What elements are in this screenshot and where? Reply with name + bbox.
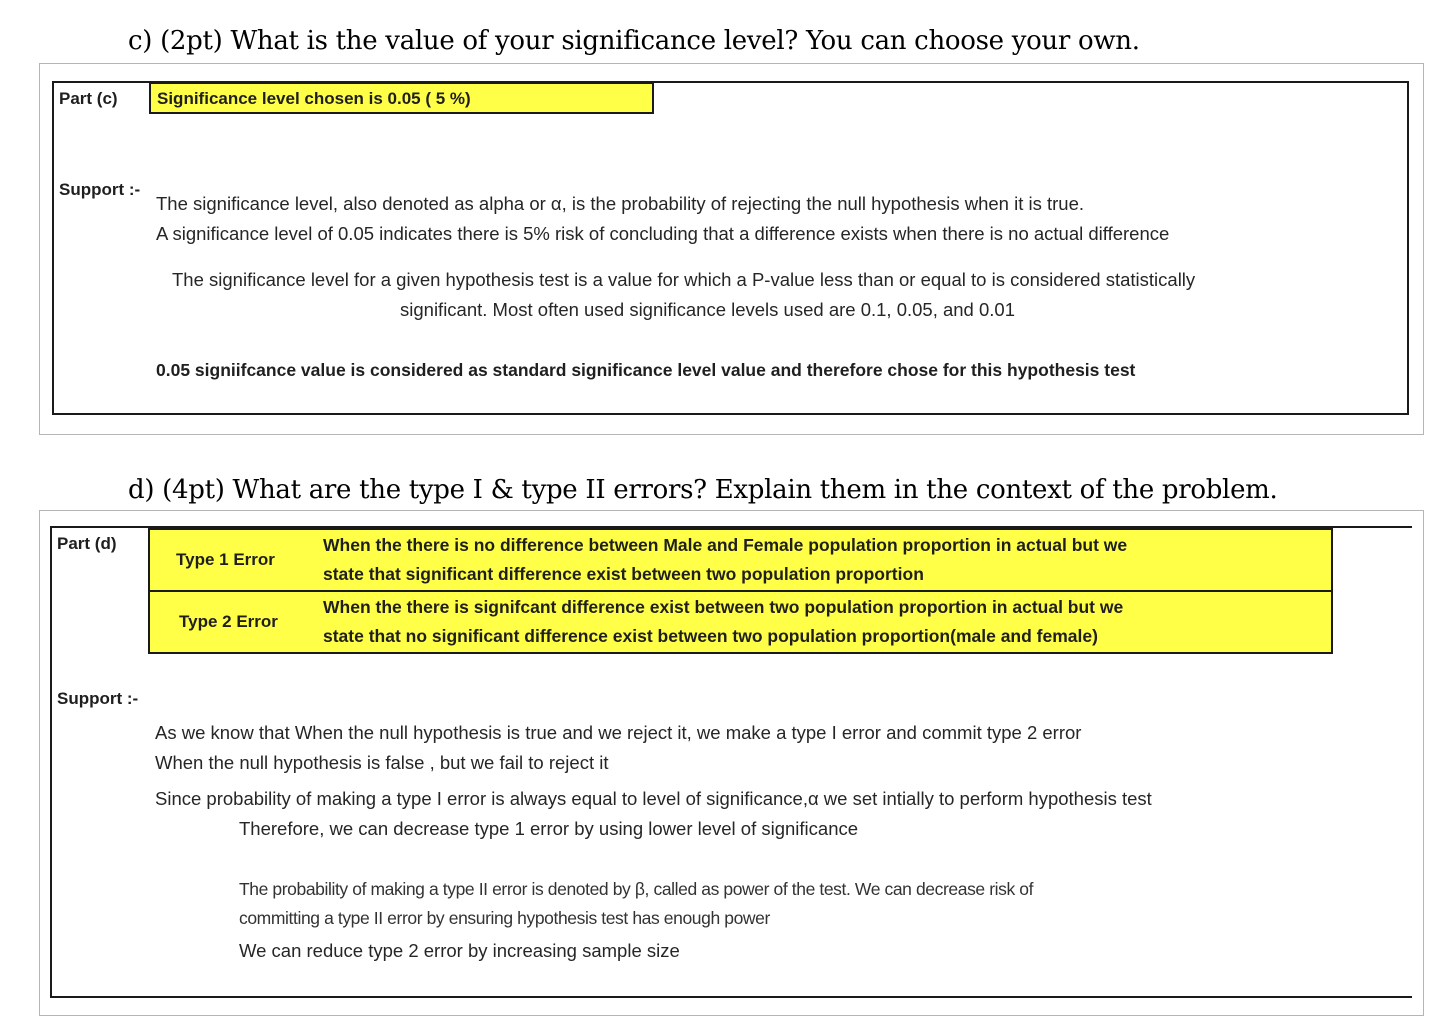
type-1-error-desc-line-1: When the there is no difference between Male and Female population proportion in actual but we [323,535,1128,555]
part-d-support-line-4: Therefore, we can decrease type 1 error by using lower level of significance [239,818,859,839]
question-d-title: d) (4pt) What are the type I & type II errors? Explain them in the context of the problem. [128,475,1278,505]
part-c-answer-cell [149,82,654,114]
question-c-title: c) (2pt) What is the value of your significance level? You can choose your own. [128,26,1140,56]
part-d-support-line-3: Since probability of making a type I error is always equal to level of significance,α we set intially to perform hypothesis test [155,788,1152,809]
part-c-support-line-4: significant. Most often used significance levels used are 0.1, 0.05, and 0.01 [400,299,1015,320]
part-c-support-label: Support :- [59,180,141,199]
part-c-label: Part (c) [59,89,118,108]
part-d-support-line-1: As we know that When the null hypothesis is true and we reject it, we make a type I error and commit type 2 error [155,722,1082,743]
part-c-conclusion: 0.05 signiifcance value is considered as standard significance level value and therefore chose for this hypothesis test [156,360,1136,380]
part-d-support-line-5: The probability of making a type II error is denoted by β, called as power of the test. We can decrease risk of [239,879,1034,899]
part-c-support-line-3: The significance level for a given hypothesis test is a value for which a P-value less than or equal to is considered statistically [172,269,1196,290]
type-2-error-label: Type 2 Error [179,612,278,631]
part-c-support-line-2: A significance level of 0.05 indicates there is 5% risk of concluding that a difference exists when there is no actual difference [156,223,1170,244]
part-d-support-line-6: committing a type II error by ensuring hypothesis test has enough power [239,908,770,928]
part-d-support-label: Support :- [57,689,139,708]
error-table-divider [150,590,1331,592]
type-1-error-label: Type 1 Error [176,550,275,569]
part-d-support-line-7: We can reduce type 2 error by increasing sample size [239,940,680,961]
part-c-support-line-1: The significance level, also denoted as alpha or α, is the probability of rejecting the null hypothesis when it is true. [156,193,1084,214]
part-d-label: Part (d) [57,534,117,553]
part-c-answer: Significance level chosen is 0.05 ( 5 %) [157,89,471,108]
type-2-error-desc-line-1: When the there is signifcant difference exist between two population proportion in actual but we [323,597,1124,617]
type-2-error-desc-line-2: state that no significant difference exist between two population proportion(male and female) [323,626,1098,646]
error-table [148,528,1333,654]
type-1-error-desc-line-2: state that significant difference exist between two population proportion [323,564,924,584]
part-d-support-line-2: When the null hypothesis is false , but we fail to reject it [155,752,609,773]
